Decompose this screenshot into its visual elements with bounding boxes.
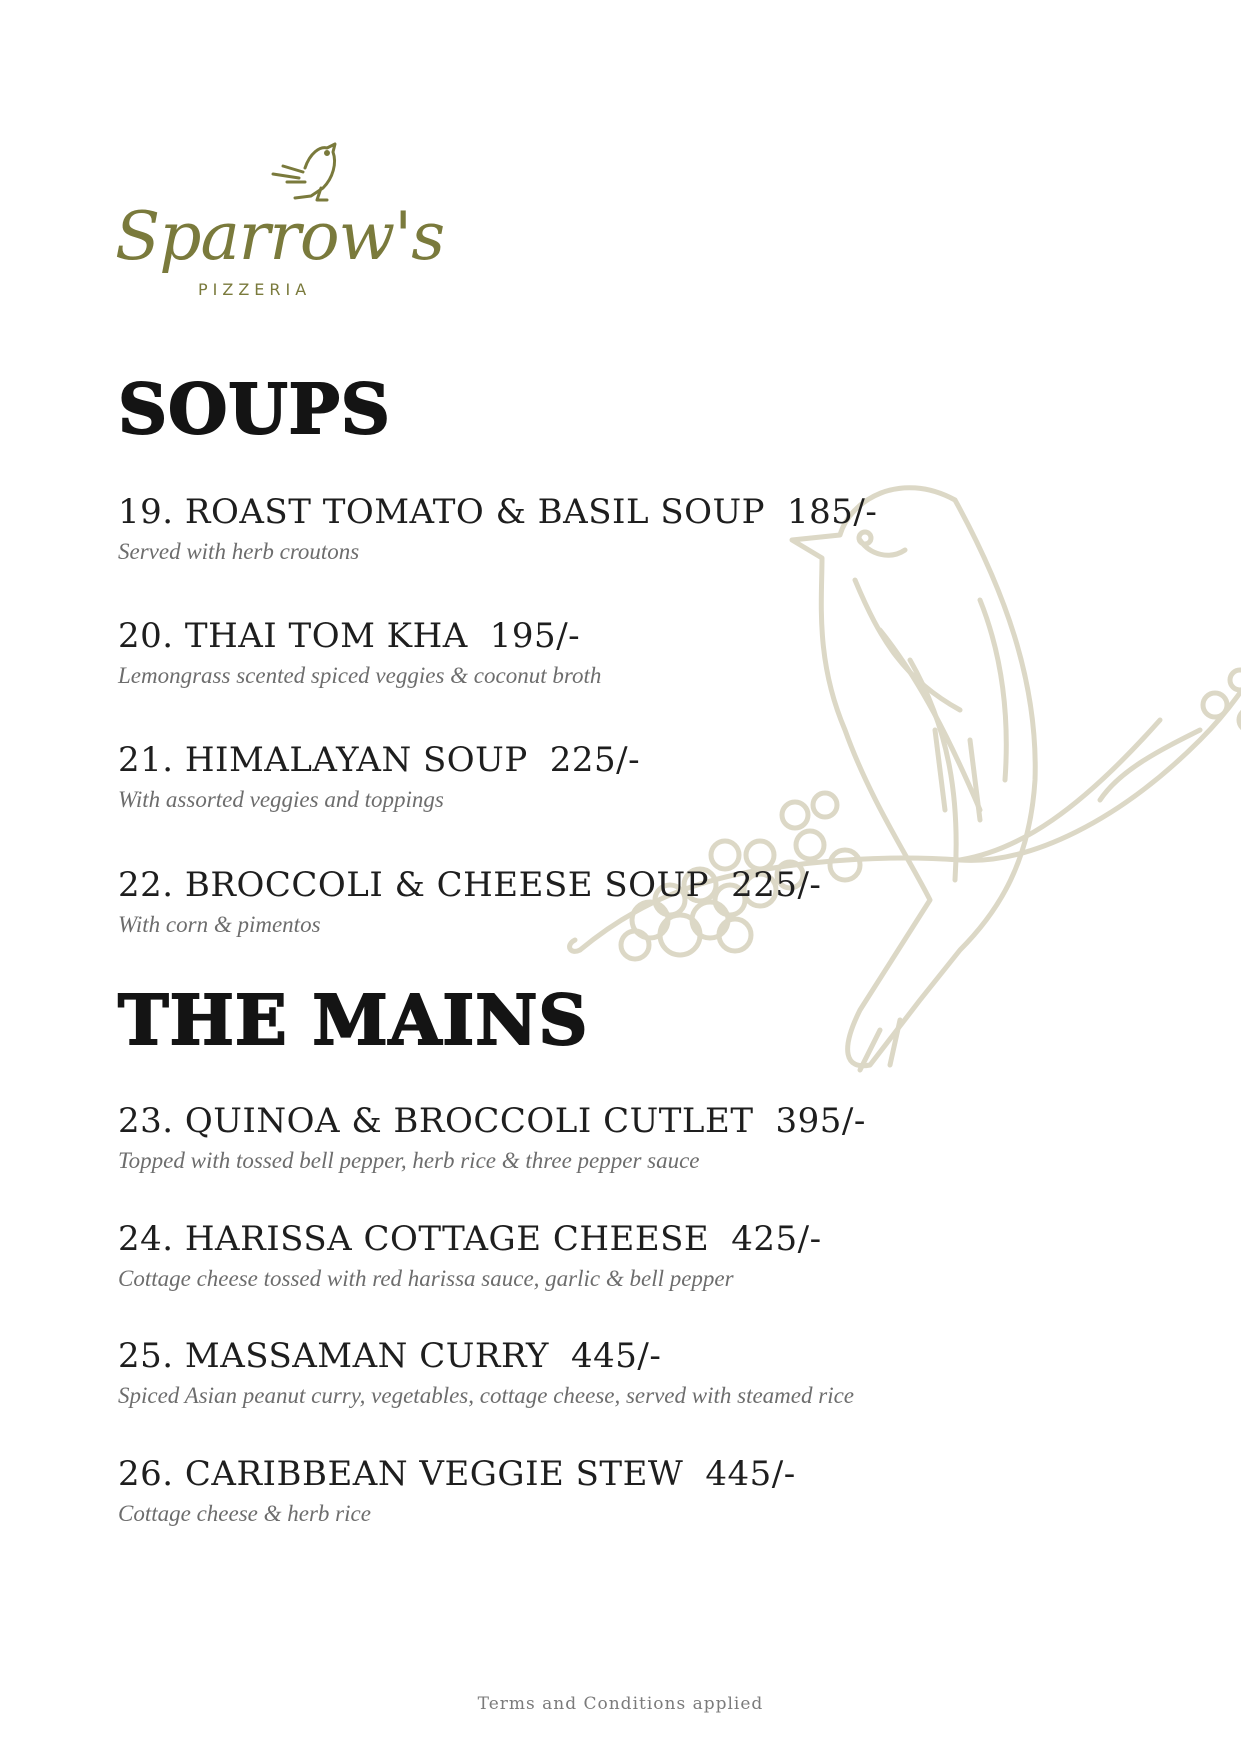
menu-item-name: MASSAMAN CURRY [184, 1336, 549, 1376]
menu-item-price: 425/- [731, 1219, 822, 1259]
menu-item [118, 616, 601, 690]
menu-item-price: 225/- [731, 865, 822, 905]
menu-item-number: 25. [118, 1336, 174, 1376]
menu-item [118, 1336, 854, 1410]
menu-item-title [118, 1336, 854, 1376]
menu-item-name: CARIBBEAN VEGGIE STEW [184, 1454, 684, 1494]
menu-item [118, 1454, 796, 1528]
menu-item-name: ROAST TOMATO & BASIL SOUP [184, 492, 766, 532]
menu-item-name: THAI TOM KHA [184, 616, 468, 656]
menu-item-number: 24. [118, 1219, 174, 1259]
menu-item-price: 185/- [787, 492, 878, 532]
menu-item-title [118, 1454, 796, 1494]
menu-item-description: Lemongrass scented spiced veggies & coconut broth [118, 663, 602, 688]
menu-item-number: 22. [118, 865, 174, 905]
menu-item-description: Cottage cheese tossed with red harissa sauce, garlic & bell pepper [118, 1266, 734, 1291]
brand-logo [115, 138, 455, 308]
menu-item-name: HARISSA COTTAGE CHEESE [184, 1219, 710, 1259]
menu-item [118, 1219, 822, 1293]
menu-item-description: Topped with tossed bell pepper, herb rice & three pepper sauce [118, 1148, 700, 1173]
menu-item-name: HIMALAYAN SOUP [184, 740, 528, 780]
menu-item [118, 1101, 866, 1175]
menu-item-price: 395/- [775, 1101, 866, 1141]
section-title-mains: THE MAINS [118, 981, 589, 1061]
menu-item-title [118, 865, 821, 905]
menu-item-title [118, 616, 601, 656]
menu-item-description: Served with herb croutons [118, 539, 360, 564]
terms-note: Terms and Conditions applied [477, 1694, 764, 1714]
menu-item [118, 492, 877, 566]
menu-item-name: BROCCOLI & CHEESE SOUP [184, 865, 710, 905]
menu-item-number: 19. [118, 492, 174, 532]
brand-subtitle: PIZZERIA [198, 280, 312, 299]
menu-item [118, 740, 640, 814]
menu-item [118, 865, 821, 939]
menu-item-number: 21. [118, 740, 174, 780]
menu-item-description: Spiced Asian peanut curry, vegetables, cottage cheese, served with steamed rice [118, 1383, 854, 1408]
section-title-soups: SOUPS [118, 370, 391, 450]
menu-item-price: 445/- [705, 1454, 796, 1494]
menu-item-number: 26. [118, 1454, 174, 1494]
menu-item-price: 225/- [549, 740, 641, 780]
menu-item-description: With corn & pimentos [118, 912, 321, 937]
menu-item-title [118, 740, 640, 780]
menu-item-title [118, 1101, 866, 1141]
menu-item-title [118, 492, 877, 532]
bird-on-branch-illustration [560, 480, 1241, 1180]
menu-item-price: 445/- [571, 1336, 662, 1376]
menu-item-name: QUINOA & BROCCOLI CUTLET [184, 1101, 754, 1141]
menu-item-title [118, 1219, 822, 1259]
menu-item-description: Cottage cheese & herb rice [118, 1501, 371, 1526]
brand-name: Sparrow's [115, 198, 445, 275]
menu-item-number: 23. [118, 1101, 174, 1141]
menu-item-number: 20. [118, 616, 174, 656]
menu-item-description: With assorted veggies and toppings [118, 787, 444, 812]
menu-item-price: 195/- [489, 616, 581, 656]
